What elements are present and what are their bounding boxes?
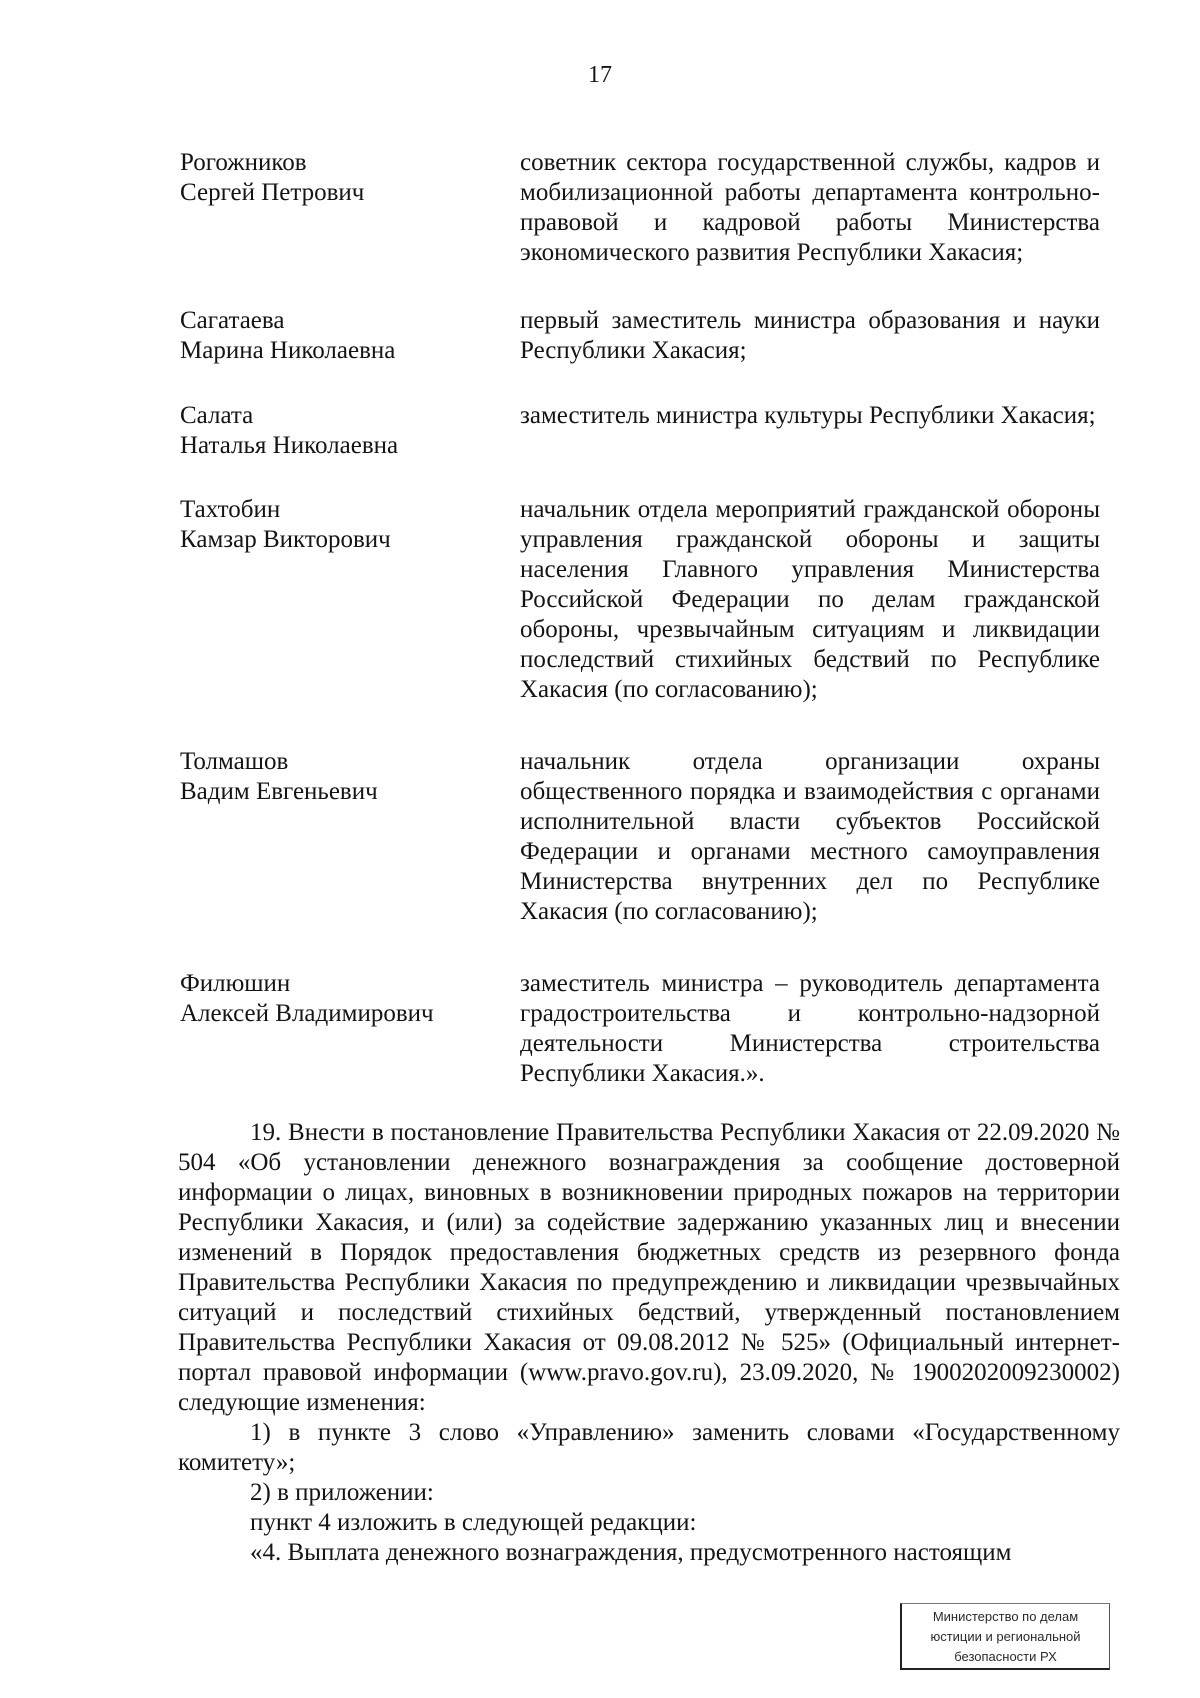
member-entry: [180, 148, 1100, 268]
paragraph-subitem-1: 1) в пункте 3 слово «Управлению» заменить словами «Государственному комитету»;: [178, 1419, 1120, 1476]
member-surname: Тахтобин: [180, 496, 281, 523]
paragraph-point-4-intro: пункт 4 изложить в следующей редакции:: [250, 1509, 697, 1536]
stamp-line: Министерство по делам: [932, 1609, 1079, 1624]
member-entry: [180, 306, 1100, 366]
stamp-line: юстиции и региональной: [930, 1629, 1081, 1644]
member-surname: Рогожников: [180, 149, 307, 176]
ministry-registration-stamp: [900, 1603, 1110, 1670]
stamp-line: безопасности РХ: [954, 1649, 1057, 1664]
member-surname: Толмашов: [180, 748, 289, 775]
paragraph-point-4-text: «4. Выплата денежного вознаграждения, предусмотренного настоящим: [250, 1539, 1012, 1566]
member-given-names: Сергей Петрович: [180, 179, 365, 206]
member-given-names: Наталья Николаевна: [180, 432, 399, 459]
member-name: [180, 148, 520, 268]
member-surname: Салата: [180, 402, 254, 429]
paragraph-item-19: 19. Внести в постановление Правительства Республики Хакасия от 22.09.2020 № 504 «Об установлении денежного вознаграждения за сообщение достоверной информации о лицах, виновных в возникновении природных пожаров на территории Республики Хакасия, и (или) за содействие задержанию указанных лиц и внесении изменений в Порядок предоставления бюджетных средств из резервного фонда Правительства Республики Хакасия по предупреждению и ликвидации чрезвычайных ситуаций и последствий стихийных бедствий, утвержденный постановлением Правительства Республики Хакасия от 09.08.2012 № 525» (Официальный интернет-портал правовой информации (www.pravo.gov.ru), 23.09.2020, № 1900202009230002) следующие изменения:: [178, 1119, 1120, 1416]
member-position: заместитель министра культуры Республики Хакасия;: [520, 402, 1096, 429]
member-entry: [180, 401, 1100, 461]
amendment-text: [178, 1118, 1120, 1568]
member-position: заместитель министра – руководитель департамента градостроительства и контрольно-надзорной деятельности Министерства строительства Республики Хакасия.».: [520, 970, 1100, 1087]
member-position: начальник отдела организации охраны общественного порядка и взаимодействия с органами исполнительной власти субъектов Российской Федерации и органами местного самоуправления Министерства внутренних дел по Республике Хакасия (по согласованию);: [520, 748, 1100, 925]
member-given-names: Алексей Владимирович: [180, 1000, 434, 1027]
member-name: [180, 401, 520, 461]
member-position: советник сектора государственной службы, кадров и мобилизационной работы департамента контрольно-правовой и кадровой работы Министерства экономического развития Республики Хакасия;: [520, 149, 1100, 266]
member-given-names: Марина Николаевна: [180, 337, 396, 364]
member-given-names: Вадим Евгеньевич: [180, 778, 378, 805]
member-surname: Сагатаева: [180, 307, 285, 334]
member-name: [180, 969, 520, 1089]
paragraph-subitem-2: 2) в приложении:: [250, 1479, 434, 1506]
member-entry: [180, 747, 1100, 927]
member-entry: [180, 969, 1100, 1089]
member-name: [180, 747, 520, 927]
page-number: 17: [588, 62, 612, 88]
member-name: [180, 306, 520, 366]
member-entry: [180, 495, 1100, 705]
member-surname: Филюшин: [180, 970, 291, 997]
member-position: первый заместитель министра образования и науки Республики Хакасия;: [520, 307, 1100, 364]
member-position: начальник отдела мероприятий гражданской обороны управления гражданской обороны и защиты населения Главного управления Министерства Российской Федерации по делам гражданской обороны, чрезвычайным ситуациям и ликвидации последствий стихийных бедствий по Республике Хакасия (по согласованию);: [520, 496, 1100, 703]
commission-member-list: [180, 148, 1100, 1089]
member-given-names: Камзар Викторович: [180, 526, 391, 553]
member-name: [180, 495, 520, 705]
